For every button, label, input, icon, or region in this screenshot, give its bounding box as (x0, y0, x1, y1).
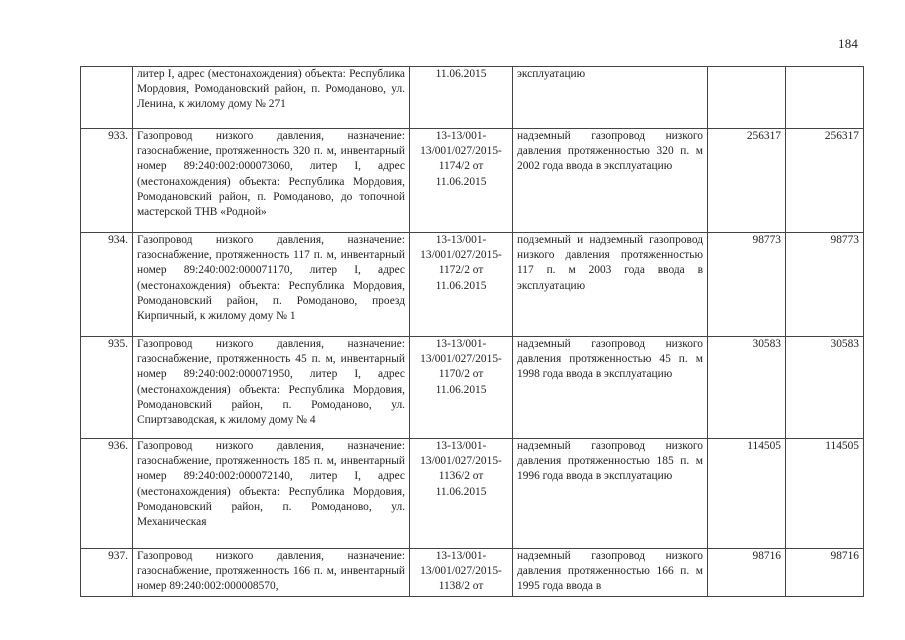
registration-line: 11.06.2015 (435, 279, 487, 292)
registration-record-cell (410, 233, 513, 337)
registration-line: 11.06.2015 (435, 175, 487, 188)
registration-line: 1174/2 от (438, 160, 484, 173)
row-number-cell: 933. (81, 129, 133, 233)
registration-line: 11.06.2015 (435, 485, 487, 498)
registration-record-cell (410, 439, 513, 549)
object-description-cell: Газопровод низкого давления, назначение: газоснабжение, протяженность 166 п. м, инвентарный номер 89:240:002:000008570, (133, 549, 410, 597)
value-cell-2: 98773 (786, 233, 864, 337)
value-cell-1: 114505 (708, 439, 786, 549)
object-description-cell: Газопровод низкого давления, назначение: газоснабжение, протяженность 320 п. м, инвентарный номер 89:240:002:000073060, литер I, адрес (местонахождения) объекта: Республика Мордовия, Ромодановский район, п. Ромоданово, до топочной мастерской ТНВ «Родной» (133, 129, 410, 233)
registration-line: 13/001/027/2015- (420, 565, 502, 578)
registration-line: 13-13/001- (435, 338, 487, 350)
registration-line: 11.06.2015 (435, 383, 487, 396)
value-cell-1: 256317 (708, 129, 786, 233)
object-description-cell: Газопровод низкого давления, назначение: газоснабжение, протяженность 185 п. м, инвентарный номер 89:240:002:000072140, литер I, адрес (местонахождения) объекта: Республика Мордовия, Ромодановский район, п. Ромоданово, ул. Механическая (133, 439, 410, 549)
object-description-cell: Газопровод низкого давления, назначение: газоснабжение, протяженность 45 п. м, инвентарный номер 89:240:002:000071950, литер I, адрес (местонахождения) объекта: Республика Мордовия, Ромодановский район, п. Ромоданово, ул. Спиртзаводская, к жилому дому № 4 (133, 337, 410, 439)
value-cell-1: 30583 (708, 337, 786, 439)
table-row (81, 233, 864, 337)
table-row (81, 129, 864, 233)
table-row (81, 67, 864, 129)
registration-line: 1170/2 от (438, 368, 484, 381)
registration-line: 13/001/027/2015- (420, 353, 502, 366)
registration-line: 1136/2 от (438, 470, 484, 483)
registration-line: 13/001/027/2015- (420, 455, 502, 468)
registration-line: 1172/2 от (438, 264, 484, 277)
value-cell-1: 98716 (708, 549, 786, 597)
value-cell-1 (708, 67, 786, 129)
value-cell-2 (786, 67, 864, 129)
object-characteristics-cell: надземный газопровод низкого давления протяженностью 166 п. м 1995 года ввода в (513, 549, 708, 597)
registration-record-cell (410, 549, 513, 597)
registration-record-cell (410, 337, 513, 439)
row-number-cell (81, 67, 133, 129)
registry-table (80, 66, 864, 597)
table-row (81, 439, 864, 549)
value-cell-2: 256317 (786, 129, 864, 233)
table-row (81, 549, 864, 597)
row-number-cell: 936. (81, 439, 133, 549)
registration-line: 13/001/027/2015- (420, 249, 502, 262)
object-characteristics-cell: надземный газопровод низкого давления протяженностью 45 п. м 1998 года ввода в эксплуатацию (513, 337, 708, 439)
object-description-cell: литер I, адрес (местонахождения) объекта: Республика Мордовия, Ромодановский район, п. Ромоданово, ул. Ленина, к жилому дому № 271 (133, 67, 410, 129)
registration-line: 1138/2 от (438, 580, 484, 593)
value-cell-2: 98716 (786, 549, 864, 597)
registration-record-cell (410, 67, 513, 129)
registration-line: 13-13/001- (435, 440, 487, 452)
object-characteristics-cell: надземный газопровод низкого давления протяженностью 185 п. м 1996 года ввода в эксплуатацию (513, 439, 708, 549)
object-description-cell: Газопровод низкого давления, назначение: газоснабжение, протяженность 117 п. м, инвентарный номер 89:240:002:000071170, литер I, адрес (местонахождения) объекта: Республика Мордовия, Ромодановский район, п. Ромоданово, проезд Кирпичный, к жилому дому № 1 (133, 233, 410, 337)
value-cell-2: 30583 (786, 337, 864, 439)
value-cell-2: 114505 (786, 439, 864, 549)
object-characteristics-cell: надземный газопровод низкого давления протяженностью 320 п. м 2002 года ввода в эксплуатацию (513, 129, 708, 233)
registration-line: 11.06.2015 (435, 68, 487, 80)
registration-line: 13-13/001- (435, 130, 487, 142)
registration-line: 13-13/001- (435, 234, 487, 246)
object-characteristics-cell: эксплуатацию (513, 67, 708, 129)
value-cell-1: 98773 (708, 233, 786, 337)
object-characteristics-cell: подземный и надземный газопровод низкого давления протяженностью 117 п. м 2003 года ввода в эксплуатацию (513, 233, 708, 337)
row-number-cell: 935. (81, 337, 133, 439)
registry-table-body (81, 67, 864, 597)
page-number: 184 (838, 36, 859, 51)
row-number-cell: 937. (81, 549, 133, 597)
table-row (81, 337, 864, 439)
row-number-cell: 934. (81, 233, 133, 337)
registration-line: 13/001/027/2015- (420, 145, 502, 158)
registration-record-cell (410, 129, 513, 233)
registration-line: 13-13/001- (435, 550, 487, 562)
